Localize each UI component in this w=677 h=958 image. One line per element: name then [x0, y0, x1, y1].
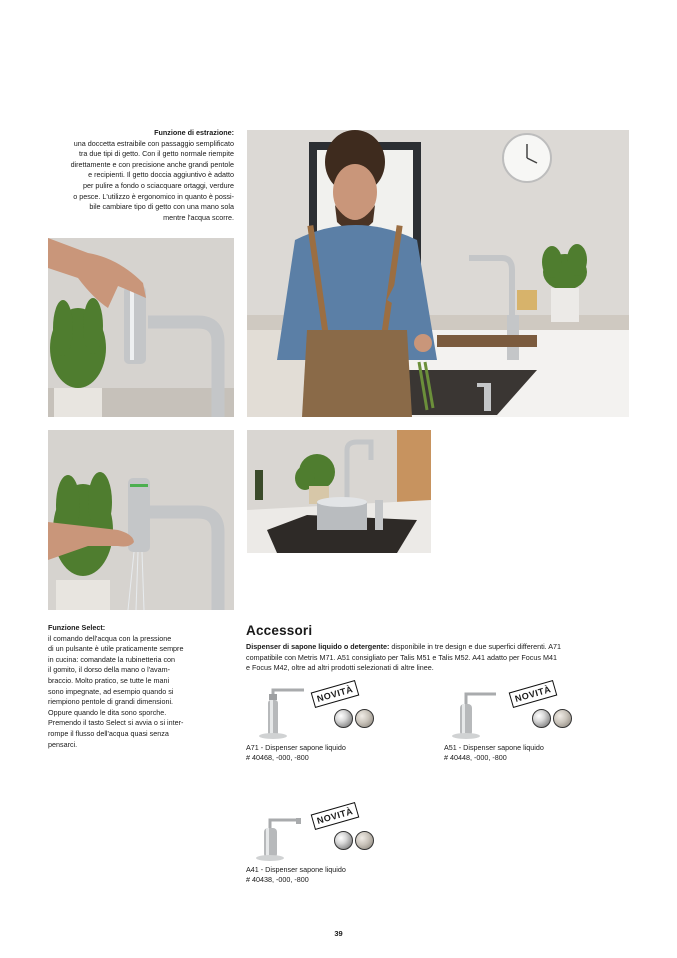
product-caption	[444, 743, 544, 763]
product-code: # 40448, -000, -800	[444, 753, 507, 762]
select-line: Oppure quando le dita sono sporche.	[48, 707, 167, 717]
product-a41	[246, 778, 446, 898]
steel-swatch	[553, 709, 572, 728]
intro-line: per pulire a fondo o sciacquare ortaggi, verdure	[82, 180, 234, 190]
chrome-swatch	[334, 831, 353, 850]
soap-dispenser-a41-image	[252, 808, 308, 864]
product-caption	[246, 743, 346, 763]
product-name: A51 - Dispenser sapone liquido	[444, 743, 544, 752]
select-line: in cucina: comandate la rubinetteria con	[48, 654, 176, 664]
select-line: braccio. Molto pratico, se tutte le mani	[48, 675, 170, 685]
select-line: sono impegnate, ad esempio quando si	[48, 686, 174, 696]
product-name: A41 - Dispenser sapone liquido	[246, 865, 346, 874]
new-badge: NOVITÀ	[509, 680, 558, 708]
intro-line: e recipienti. Il getto doccia aggiuntivo è adatto	[88, 170, 234, 180]
intro-line: tra due tipi di getto. Con il getto normale riempite	[78, 149, 234, 159]
select-line: di un pulsante è utile praticamente sempre	[48, 644, 184, 654]
intro-line: bile cambiare tipo di getto con una mano sola	[89, 202, 234, 212]
page-number: 39	[334, 929, 343, 938]
soap-dispenser-a51-image	[448, 684, 504, 740]
accessori-lead: Dispenser di sapone liquido o detergente:	[246, 642, 390, 651]
select-line: il gomito, il dorso della mano o l'avam-	[48, 665, 171, 675]
accessori-heading: Accessori	[246, 623, 313, 638]
intro-title: Funzione di estrazione:	[154, 128, 234, 137]
select-line: riempiono pentole di grandi dimensioni.	[48, 697, 174, 707]
steel-swatch	[355, 831, 374, 850]
select-line: rompe il flusso dell'acqua quasi senza	[48, 728, 169, 738]
product-code: # 40468, -000, -800	[246, 753, 309, 762]
select-button-photo	[48, 430, 234, 610]
steel-swatch	[355, 709, 374, 728]
chrome-swatch	[334, 709, 353, 728]
select-line: pensarci.	[48, 739, 78, 749]
new-badge: NOVITÀ	[311, 802, 360, 830]
product-a51	[444, 656, 644, 776]
soap-dispenser-a71-image	[254, 684, 310, 740]
accessori-text: compatibile con Metris M71. A51 consigliato per Talis M51 e Talis M52. A41 adatto per Focus M41	[246, 652, 557, 662]
product-caption	[246, 865, 346, 885]
new-badge: NOVITÀ	[311, 680, 360, 708]
product-code: # 40438, -000, -800	[246, 875, 309, 884]
kitchen-sink-photo	[247, 430, 431, 553]
product-a71	[246, 656, 446, 776]
select-caption	[48, 623, 238, 750]
select-line: il comando dell'acqua con la pressione	[48, 633, 172, 643]
intro-line: mentre l'acqua scorre.	[163, 212, 234, 222]
kitchen-hero-photo	[247, 130, 629, 417]
pull-out-spray-photo	[48, 238, 234, 417]
select-title: Funzione Select:	[48, 623, 106, 632]
product-name: A71 - Dispenser sapone liquido	[246, 743, 346, 752]
intro-caption	[40, 128, 234, 223]
intro-line: una doccetta estraibile con passaggio semplificato	[73, 138, 234, 148]
intro-line: o pesce. L'utilizzo è ergonomico in quanto è possi-	[73, 191, 234, 201]
accessori-text: disponibile in tre design e due superfici differenti. A71	[389, 642, 562, 651]
chrome-swatch	[532, 709, 551, 728]
intro-line: direttamente e con precisione anche grandi pentole	[70, 159, 234, 169]
select-line: Premendo il tasto Select si avvia o si inter-	[48, 718, 184, 728]
accessori-text: e Focus M42, oltre ad altri prodotti selezionati di altre linee.	[246, 663, 434, 673]
